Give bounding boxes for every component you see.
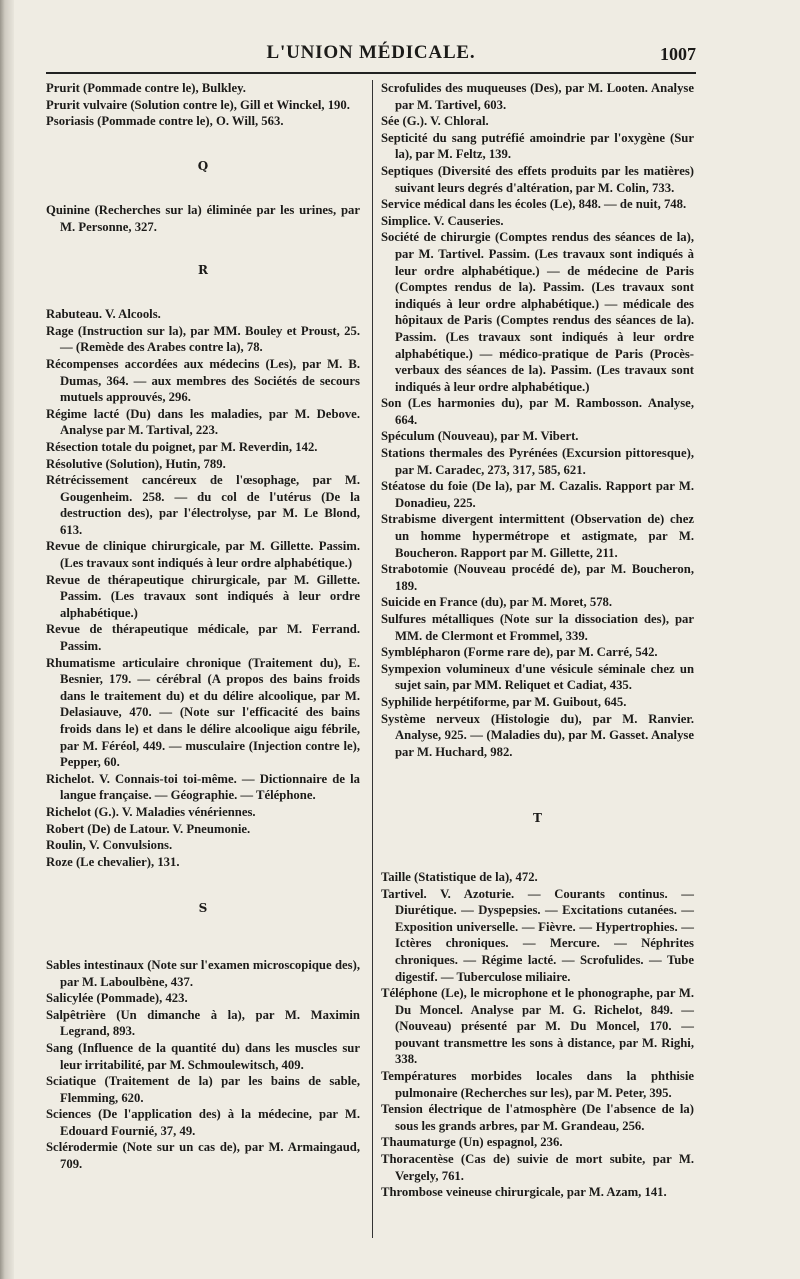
index-entry: Rhumatisme articulaire chronique (Traitement du), E. Besnier, 179. — cérébral (A propos des bains froids dans le traitement du) et du délire alcoolique, par M. Delasiauve, 470. — (Note sur l'efficacité des bains froids dans le) et dans le délire alcoolique aigu fébrile, par M. Féréol, 449. — musculaire (Injection contre le), Pepper, 60. <box>46 655 360 770</box>
index-entry: Récompenses accordées aux médecins (Les), par M. B. Dumas, 364. — aux membres des Sociétés de secours mutuels approuvés, 296. <box>46 356 360 405</box>
index-entry: Système nerveux (Histologie du), par M. Ranvier. Analyse, 925. — (Maladies du), par M. Gasset. Analyse par M. Huchard, 982. <box>381 711 694 759</box>
right-column <box>381 80 694 1201</box>
section-letter-s: S <box>198 901 208 916</box>
index-entry: Service médical dans les écoles (Le), 848. — de nuit, 748. <box>381 197 687 212</box>
index-entry: Revue de clinique chirurgicale, par M. Gillette. Passim. (Les travaux sont indiqués à leur ordre alphabétique.) <box>46 539 360 571</box>
page-edge-shadow <box>0 0 14 1279</box>
index-entry: Tartivel. V. Azoturie. — Courants continus. — Diurétique. — Dyspepsies. — Excitations cutanées. — Exposition universelle. — Fièvre. — Hypertrophies. — Ictères chroniques. — Mercure. — Néphrites chroniques. — Régime lacté. — Scrofulides. — Tube digestif. — Tuberculose miliaire. <box>381 886 694 984</box>
index-entry: Sables intestinaux (Note sur l'examen microscopique des), par M. Laboulbène, 437. <box>46 957 360 989</box>
index-entry: Prurit vulvaire (Solution contre le), Gill et Winckel, 190. <box>46 97 350 112</box>
index-entry: Sée (G.). V. Chloral. <box>381 114 489 129</box>
index-entry: Rage (Instruction sur la), par MM. Bouley et Proust, 25. — (Remède des Arabes contre la), 78. <box>46 323 360 355</box>
index-entry: Simplice. V. Causeries. <box>381 213 504 228</box>
index-entry: Strabisme divergent intermittent (Observation de) chez un homme hypermétrope et astigmate, par M. Boucheron. Rapport par M. Gillette, 211. <box>381 512 694 560</box>
index-entry: Syphilide herpétiforme, par M. Guibout, 645. <box>381 694 627 709</box>
index-entry: Spéculum (Nouveau), par M. Vibert. <box>381 429 579 444</box>
index-entry: Septicité du sang putréfié amoindrie par l'oxygène (Sur la), par M. Feltz, 139. <box>381 130 694 162</box>
section-letter-q: Q <box>197 158 209 173</box>
section-letter-t: T <box>533 811 542 826</box>
page-number: 1007 <box>660 44 696 64</box>
index-entry: Richelot (G.). V. Maladies vénériennes. <box>46 804 256 819</box>
index-entry: Symblépharon (Forme rare de), par M. Carré, 542. <box>381 645 658 660</box>
index-entry: Prurit (Pommade contre le), Bulkley. <box>46 81 246 95</box>
index-entry: Salicylée (Pommade), 423. <box>46 991 188 1006</box>
index-entry: Thoracentèse (Cas de) suivie de mort subite, par M. Vergely, 761. <box>381 1152 694 1183</box>
index-entry: Tension électrique de l'atmosphère (De l'absence de la) sous les grands arbres, par M. Grandeau, 256. <box>381 1102 694 1133</box>
index-entry: Son (Les harmonies du), par M. Rambosson. Analyse, 664. <box>381 396 694 427</box>
journal-title: L'UNION MÉDICALE. <box>266 42 476 63</box>
index-entry: Taille (Statistique de la), 472. <box>381 869 538 884</box>
index-entry: Suicide en France (du), par M. Moret, 578. <box>381 595 613 610</box>
index-entry: Thrombose veineuse chirurgicale, par M. Azam, 141. <box>381 1185 667 1200</box>
index-entry: Régime lacté (Du) dans les maladies, par M. Debove. Analyse par M. Tartival, 223. <box>46 406 360 438</box>
index-entry: Quinine (Recherches sur la) éliminée par les urines, par M. Personne, 327. <box>46 203 360 234</box>
index-entry: Sciatique (Traitement de la) par les bains de sable, Flemming, 620. <box>46 1074 360 1105</box>
section-letter-r: R <box>198 262 208 277</box>
index-entry: Revue de thérapeutique chirurgicale, par M. Gillette. Passim. (Les travaux sont indiqués à leur ordre alphabétique.) <box>46 572 360 620</box>
index-entry: Résection totale du poignet, par M. Reverdin, 142. <box>46 439 318 454</box>
index-entry: Stéatose du foie (De la), par M. Cazalis. Rapport par M. Donadieu, 225. <box>381 479 694 510</box>
index-entry: Sclérodermie (Note sur un cas de), par M. Armaingaud, 709. <box>46 1140 360 1172</box>
index-entry: Société de chirurgie (Comptes rendus des séances de la), par M. Tartivel. Passim. (Les travaux sont indiqués à leur ordre alphabétique.) — de médecine de Paris (Comptes rendus de la). Passim. (Les travaux sont indiqués à leur ordre alphabétique.) — médicale des hôpitaux de Paris (Comptes rendus des séances de la). Passim. (Les travaux sont indiqués à leur ordre alphabétique.) — médico-pratique de Paris (Procès-verbaux des séances de la). Passim. (Les travaux sont indiqués à leur ordre alphabétique.) <box>381 230 694 394</box>
index-entry: Sympexion volumineux d'une vésicule séminale chez un sujet sain, par MM. Reliquet et Cadiat, 435. <box>381 661 694 693</box>
index-entry: Stations thermales des Pyrénées (Excursion pittoresque), par M. Caradec, 273, 317, 585, 621. <box>381 446 694 477</box>
index-entry: Sulfures métalliques (Note sur la dissociation des), par MM. de Clermont et Frommel, 339. <box>381 612 694 643</box>
index-entry: Richelot. V. Connais-toi toi-même. — Dictionnaire de la langue française. — Géographie. — Téléphone. <box>46 771 360 803</box>
page-header <box>46 42 696 68</box>
index-entry: Scrofulides des muqueuses (Des), par M. Looten. Analyse par M. Tartivel, 603. <box>381 81 694 112</box>
index-entry: Sang (Influence de la quantité du) dans les muscles sur leur irritabilité, par M. Schmoulewitsch, 409. <box>46 1040 360 1072</box>
index-entry: Roze (Le chevalier), 131. <box>46 854 180 869</box>
index-entry: Salpêtrière (Un dimanche à la), par M. Maximin Legrand, 893. <box>46 1007 360 1039</box>
index-entry: Roulin, V. Convulsions. <box>46 838 173 853</box>
index-entry: Septiques (Diversité des effets produits par les matières) suivant leurs degrés d'altération, par M. Colin, 733. <box>381 163 694 195</box>
index-entry: Thaumaturge (Un) espagnol, 236. <box>381 1135 563 1150</box>
header-rule <box>46 72 696 74</box>
index-entry: Robert (De) de Latour. V. Pneumonie. <box>46 821 251 836</box>
index-entry: Rétrécissement cancéreux de l'œsophage, par M. Gougenheim. 258. — du col de l'utérus (De la destruction des), par l'électrolyse, par M. Le Blond, 613. <box>46 473 360 537</box>
left-column <box>46 80 360 1173</box>
index-entry: Températures morbides locales dans la phthisie pulmonaire (Recherches sur les), par M. Peter, 395. <box>381 1069 694 1100</box>
index-entry: Revue de thérapeutique médicale, par M. Ferrand. Passim. <box>46 622 360 654</box>
index-entry: Téléphone (Le), le microphone et le phonographe, par M. Du Moncel. Analyse par M. G. Richelot, 849. — (Nouveau) présenté par M. Du Moncel, 170. — pouvant transmettre les sons à distance, par M. Righi, 338. <box>381 986 694 1067</box>
column-divider <box>372 80 373 1238</box>
index-entry: Sciences (De l'application des) à la médecine, par M. Edouard Fournié, 37, 49. <box>46 1107 360 1138</box>
index-entry: Strabotomie (Nouveau procédé de), par M. Boucheron, 189. <box>381 562 694 593</box>
index-entry: Rabuteau. V. Alcools. <box>46 307 161 322</box>
index-entry: Psoriasis (Pommade contre le), O. Will, 563. <box>46 114 284 129</box>
index-entry: Résolutive (Solution), Hutin, 789. <box>46 456 226 471</box>
